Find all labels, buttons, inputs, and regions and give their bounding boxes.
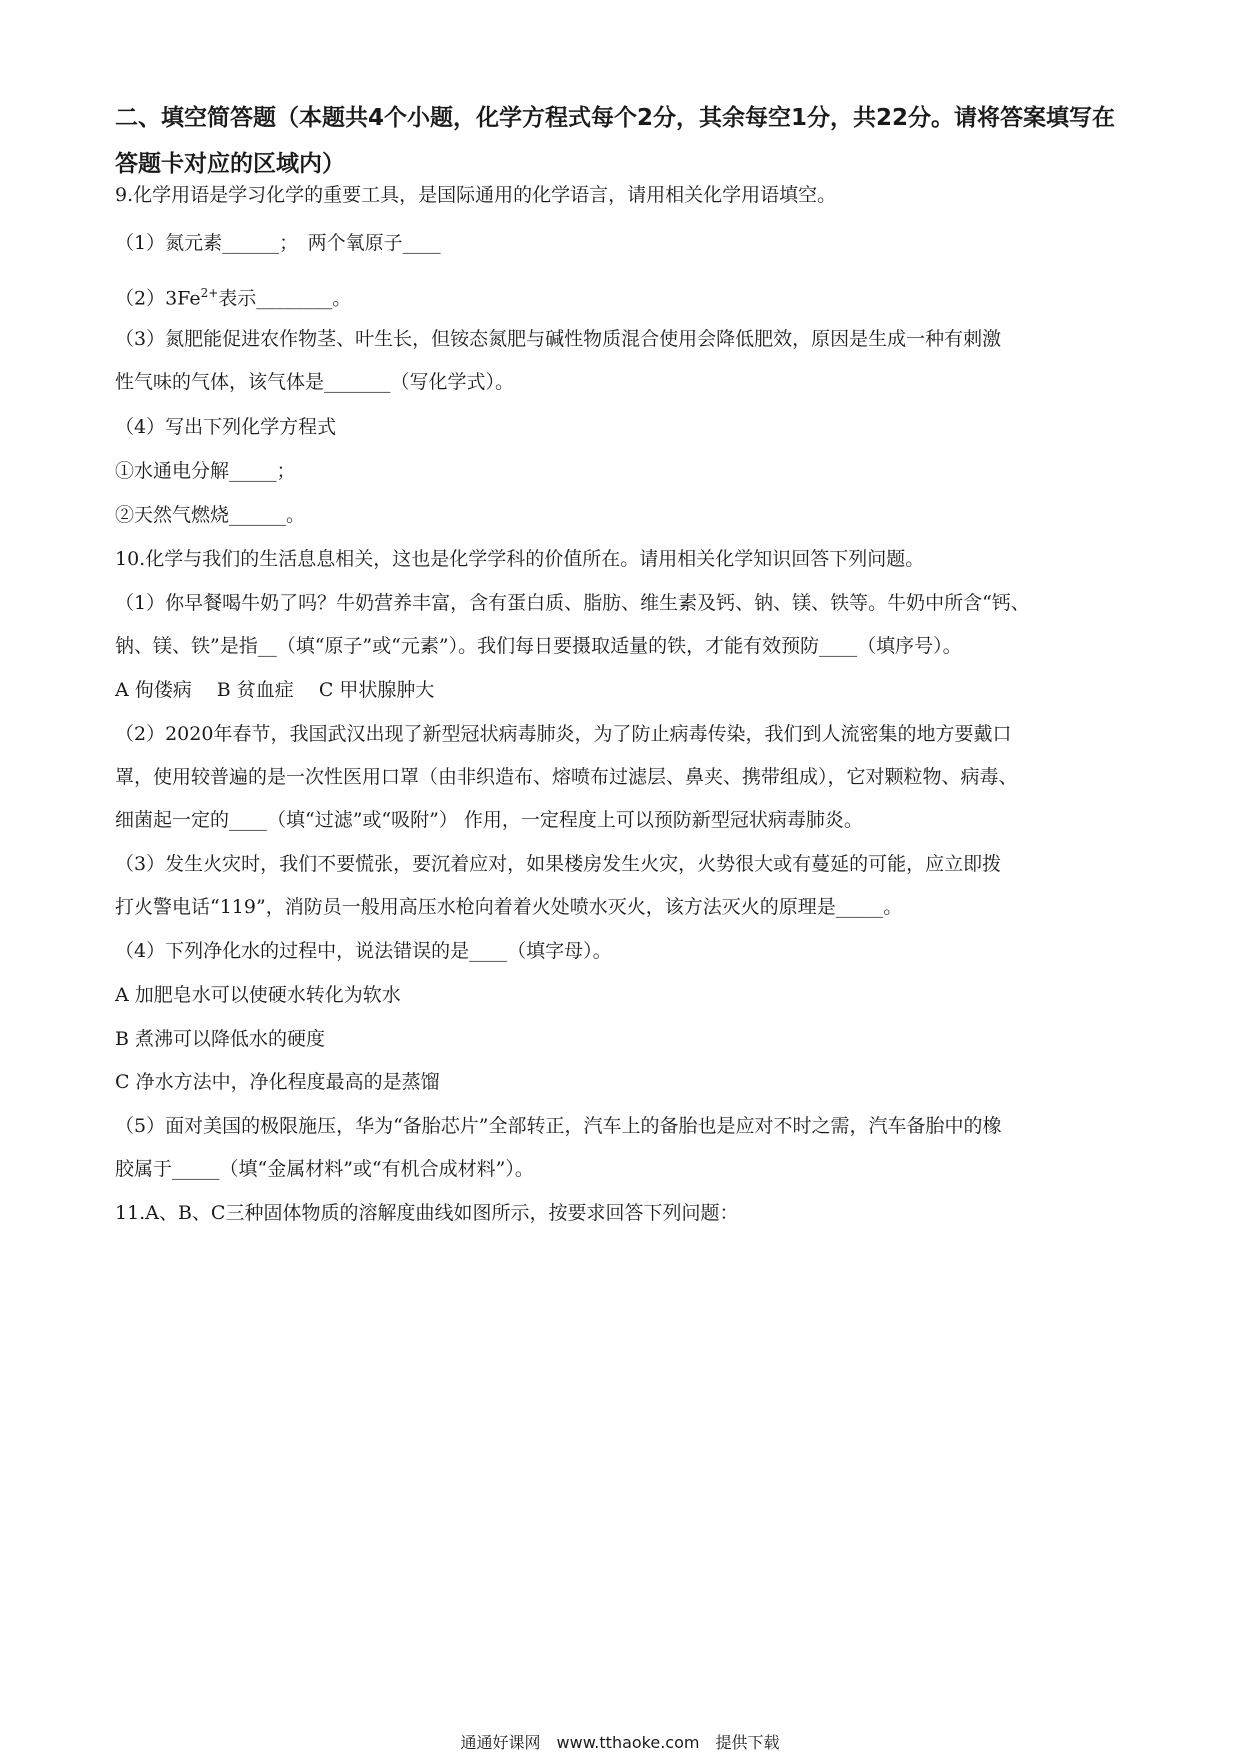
- q9-part2-charge: 2+: [200, 286, 219, 300]
- q9-part2-suffix: 表示________。: [218, 287, 352, 310]
- q11-stem: 11.A、B、C三种固体物质的溶解度曲线如图所示，按要求回答下列问题：: [115, 1202, 739, 1224]
- section-heading: 二、填空简答题（本题共4个小题，化学方程式每个2分，其余每空1分，共22分。请将答案填写在答题卡对应的区域内）: [115, 105, 1116, 177]
- q9-part3-line1: （3）氮肥能促进农作物茎、叶生长，但铵态氮肥与碱性物质混合使用会降低肥效，原因是生成一种有刺激: [115, 328, 1002, 350]
- q10-part4-b: B 煮沸可以降低水的硬度: [115, 1028, 326, 1050]
- q9-part4-b: ②天然气燃烧______。: [115, 504, 306, 526]
- q9-stem: 9.化学用语是学习化学的重要工具，是国际通用的化学语言，请用相关化学用语填空。: [115, 184, 837, 206]
- q9-part2-prefix: （2）3Fe: [115, 287, 201, 310]
- q10-stem: 10.化学与我们的生活息息相关，这也是化学学科的价值所在。请用相关化学知识回答下列问题。: [115, 548, 925, 570]
- q10-part2-line1: （2）2020年春节，我国武汉出现了新型冠状病毒肺炎，为了防止病毒传染，我们到人流密集的地方要戴口: [115, 723, 1012, 745]
- q10-part1-options: A 佝偻病 B 贫血症 C 甲状腺肿大: [115, 679, 435, 701]
- q10-part1-line1: （1）你早餐喝牛奶了吗？牛奶营养丰富，含有蛋白质、脂肪、维生素及钙、钠、镁、铁等。牛奶中所含“钙、: [115, 592, 1030, 614]
- q10-part3-line2: 打火警电话“119”，消防员一般用高压水枪向着着火处喷水灭火，该方法灭火的原理是_____。: [115, 896, 903, 918]
- q10-part4-c: C 净水方法中，净化程度最高的是蒸馏: [115, 1071, 440, 1093]
- q10-part2-line2: 罩，使用较普遍的是一次性医用口罩（由非织造布、熔喷布过滤层、鼻夹、携带组成），它对颗粒物、病毒、: [115, 766, 1018, 788]
- page-footer: 通通好课网 www.tthaoke.com 提供下载: [460, 1733, 780, 1752]
- q10-part5-line1: （5）面对美国的极限施压，华为“备胎芯片”全部转正，汽车上的备胎也是应对不时之需，汽车备胎中的橡: [115, 1115, 1002, 1137]
- q9-part3-line2: 性气味的气体，该气体是_______（写化学式）。: [115, 371, 515, 393]
- q10-part3-line1: （3）发生火灾时，我们不要慌张，要沉着应对，如果楼房发生火灾，火势很大或有蔓延的可能，应立即拨: [115, 853, 1002, 875]
- q10-part2-line3: 细菌起一定的____（填“过滤”或“吸附”） 作用，一定程度上可以预防新型冠状病毒肺炎。: [115, 809, 863, 831]
- q9-part4-a: ①水通电分解_____；: [115, 460, 296, 482]
- q10-part1-line2: 钠、镁、铁”是指__（填“原子”或“元素”）。我们每日要摄取适量的铁，才能有效预防____（填序号）。: [115, 635, 962, 657]
- q9-part4: （4）写出下列化学方程式: [115, 416, 337, 438]
- q9-part1: （1）氮元素______； 两个氧原子____: [115, 232, 441, 254]
- q10-part4-a: A 加肥皂水可以使硬水转化为软水: [115, 984, 401, 1006]
- q10-part4: （4）下列净化水的过程中，说法错误的是____（填字母）。: [115, 940, 612, 962]
- q10-part5-line2: 胶属于_____（填“金属材料”或“有机合成材料”）。: [115, 1158, 534, 1180]
- q9-part2: [115, 287, 1130, 308]
